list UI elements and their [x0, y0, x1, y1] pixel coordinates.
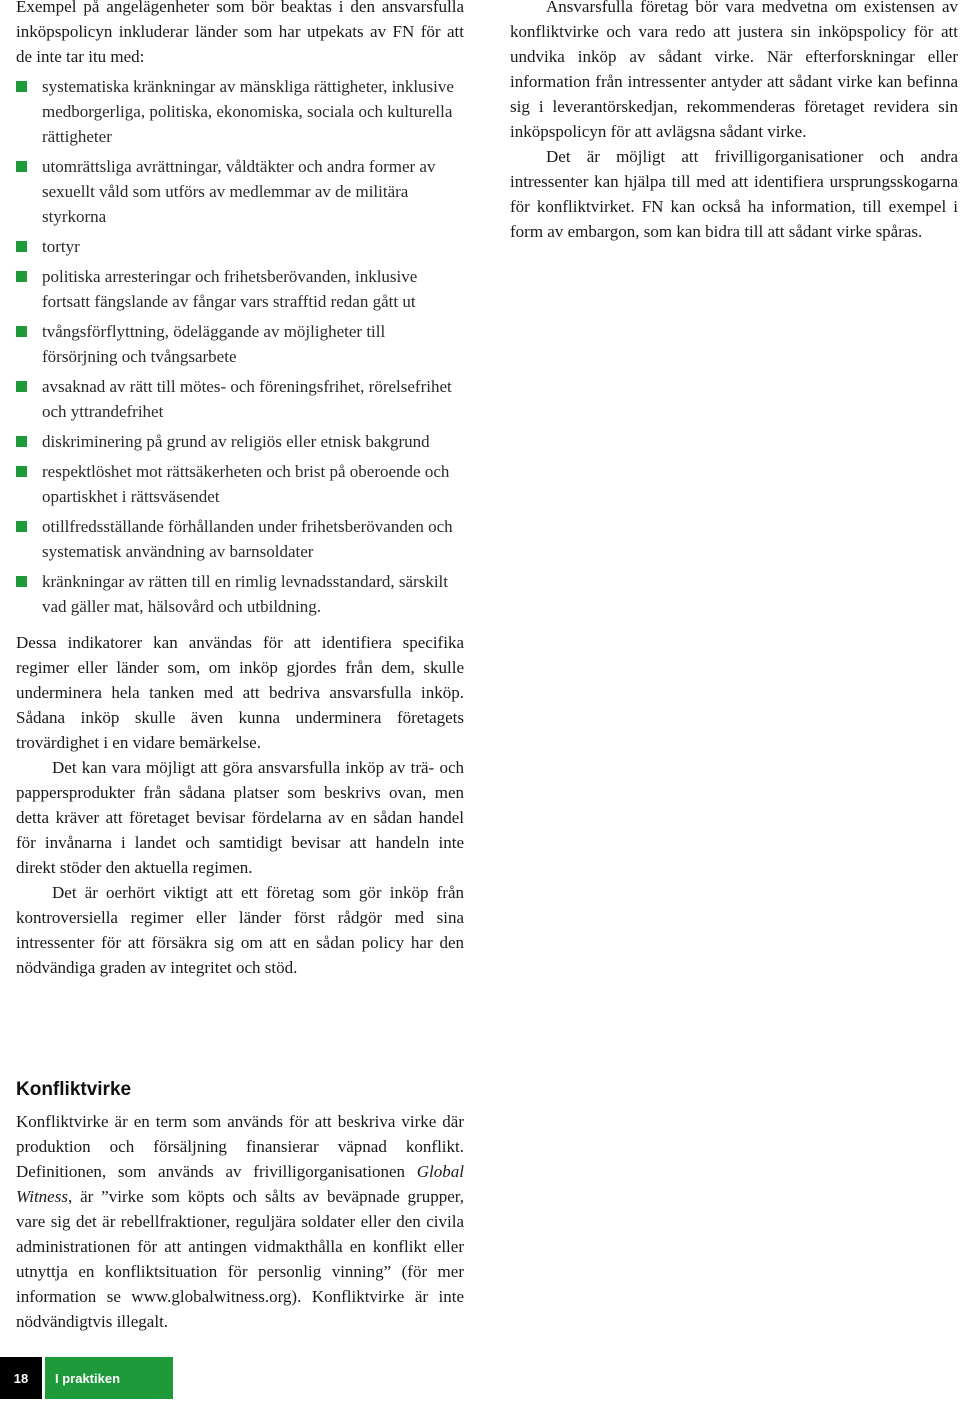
box-text-italic: Global Witness: [16, 1162, 464, 1206]
body-paragraph: Det är möjligt att frivilligorganisationer och andra intressenter kan hjälpa till med att identifiera ursprungsskogarna för konfliktvirket. FN kan också ha information, till exempel i form av embargon, som kan bidra till att sådant virke spåras.: [510, 147, 958, 241]
list-item: kränkningar av rätten till en rimlig levnadsstandard, särskilt vad gäller mat, hälsovård och utbildning.: [16, 569, 464, 619]
page-footer: [0, 1357, 173, 1399]
list-item: systematiska kränkningar av mänskliga rättigheter, inklusive medborgerliga, politiska, ekonomiska, sociala och kulturella rättigheter: [16, 74, 464, 149]
box-heading: Konfliktvirke: [16, 1079, 132, 1100]
list-item: utomrättsliga avrättningar, våldtäkter och andra former av sexuellt våld som utförs av medlemmar av de militära styrkorna: [16, 154, 464, 229]
box-text-after: , är ”virke som köpts och sålts av beväpnade grupper, vare sig det är rebellfraktioner, reguljära soldater eller den civila administrationen för att antingen vidmakthålla en konflikt eller utnyttja en konfliktsituation för personlig vinning” (för mer information se www.globalwitness.org). Konfliktvirke är inte nödvändigtvis illegalt.: [16, 1187, 464, 1331]
list-item: diskriminering på grund av religiös eller etnisk bakgrund: [16, 429, 464, 454]
list-item: politiska arresteringar och frihetsberövanden, inklusive fortsatt fängslande av fångar vars strafftid redan gått ut: [16, 264, 464, 314]
intro-paragraph: Exempel på angelägenheter som bör beaktas i den ansvarsfulla inköpspolicyn inkluderar länder som har utpekats av FN för att de inte tar itu med:: [16, 0, 464, 66]
bullet-square-icon: [16, 81, 27, 92]
bullet-square-icon: [16, 521, 27, 532]
bullet-square-icon: [16, 381, 27, 392]
body-paragraph: Det kan vara möjligt att göra ansvarsfulla inköp av trä- och pappersprodukter från sådana platser som beskrivs ovan, men detta kräver att företaget bevisar fördelarna av en sådan handel för invånarna i landet och samtidigt bevisar att handeln inte direkt stöder den aktuella regimen.: [16, 758, 464, 877]
list-item: respektlöshet mot rättsäkerheten och brist på oberoende och opartiskhet i rättsväsendet: [16, 459, 464, 509]
page-number: 18: [0, 1357, 42, 1399]
body-paragraph: Dessa indikatorer kan användas för att identifiera specifika regimer eller länder som, om inköp gjordes från dem, skulle underminera hela tanken med att bedriva ansvarsfulla inköp. Sådana inköp skulle även kunna underminera företagets trovärdighet i en vidare bemärkelse.: [16, 633, 464, 752]
box-text-before: Konfliktvirke är en term som används för att beskriva virke där produktion och försäljning finansierar väpnad konflikt. Definitionen, som används av frivilligorganisationen: [16, 1112, 464, 1181]
body-paragraph: Det är oerhört viktigt att ett företag som gör inköp från kontroversiella regimer eller länder först rådgör med sina intressenter för att försäkra sig om att en sådan policy har den nödvändiga graden av integritet och stöd.: [16, 883, 464, 977]
body-paragraph: Ansvarsfulla företag bör vara medvetna om existensen av konfliktvirke och vara redo att justera sin inköpspolicy för att undvika inköp av sådant virke. När efterforskningar eller information från intressenter antyder att sådant virke kan befinna sig i leverantörskedjan, rekommenderas företaget revidera sin inköpspolicyn för att avlägsna sådant virke.: [510, 0, 958, 141]
list-item: avsaknad av rätt till mötes- och föreningsfrihet, rörelsefrihet och yttrandefrihet: [16, 374, 464, 424]
bullet-square-icon: [16, 466, 27, 477]
list-item: tortyr: [16, 234, 464, 259]
bullet-square-icon: [16, 241, 27, 252]
bullet-square-icon: [16, 326, 27, 337]
right-column: [510, 0, 958, 244]
left-column: [16, 0, 464, 980]
bullet-square-icon: [16, 436, 27, 447]
section-label: I praktiken: [45, 1357, 173, 1399]
bullet-square-icon: [16, 271, 27, 282]
bullet-square-icon: [16, 576, 27, 587]
list-item: tvångsförflyttning, ödeläggande av möjligheter till försörjning och tvångsarbete: [16, 319, 464, 369]
bullet-square-icon: [16, 161, 27, 172]
indicator-list: [16, 74, 464, 619]
box-body: [16, 1109, 464, 1334]
list-item: otillfredsställande förhållanden under frihetsberövanden och systematisk användning av barnsoldater: [16, 514, 464, 564]
